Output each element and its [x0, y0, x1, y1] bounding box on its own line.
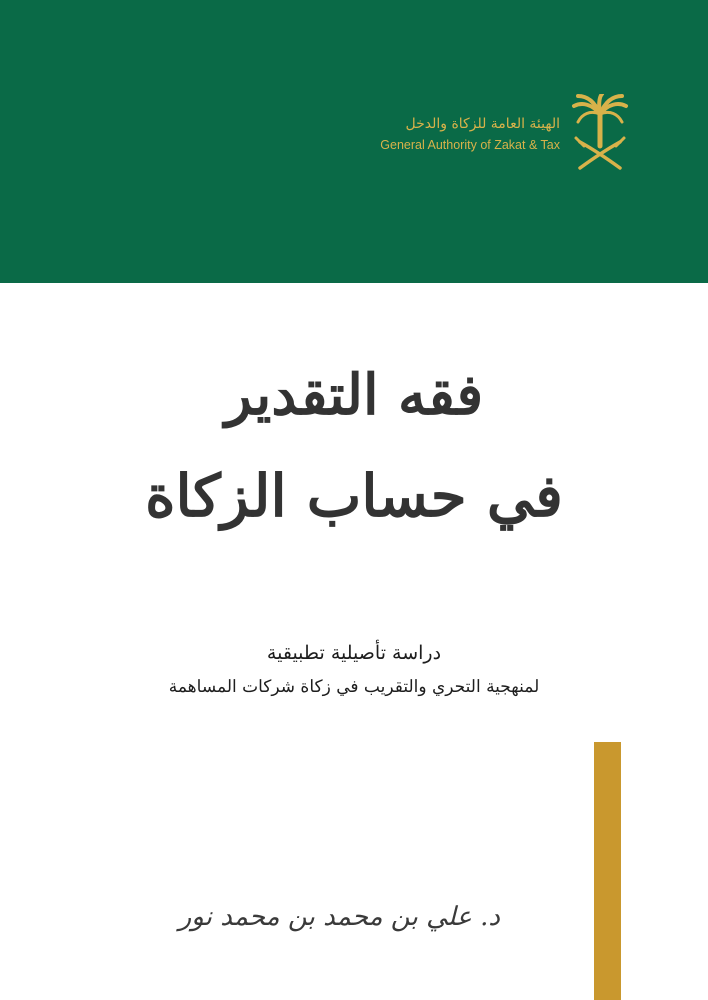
authority-name-ar: الهيئة العامة للزكاة والدخل	[405, 116, 560, 132]
gold-accent-bar	[594, 742, 621, 1000]
authority-name-en: General Authority of Zakat & Tax	[380, 138, 560, 152]
header-band	[0, 0, 708, 283]
book-title-line1: فقه التقدير	[224, 362, 484, 428]
authority-logo	[380, 94, 630, 174]
book-subtitle-line2: لمنهجية التحري والتقريب في زكاة شركات المساهمة	[168, 677, 540, 697]
author-name: د. علي بن محمد بن محمد نور	[178, 902, 500, 932]
authority-name	[380, 114, 560, 154]
palm-swords-emblem-icon	[570, 94, 630, 174]
book-title-line2: في حساب الزكاة	[145, 462, 563, 530]
book-subtitle-line1: دراسة تأصيلية تطبيقية	[266, 642, 442, 664]
